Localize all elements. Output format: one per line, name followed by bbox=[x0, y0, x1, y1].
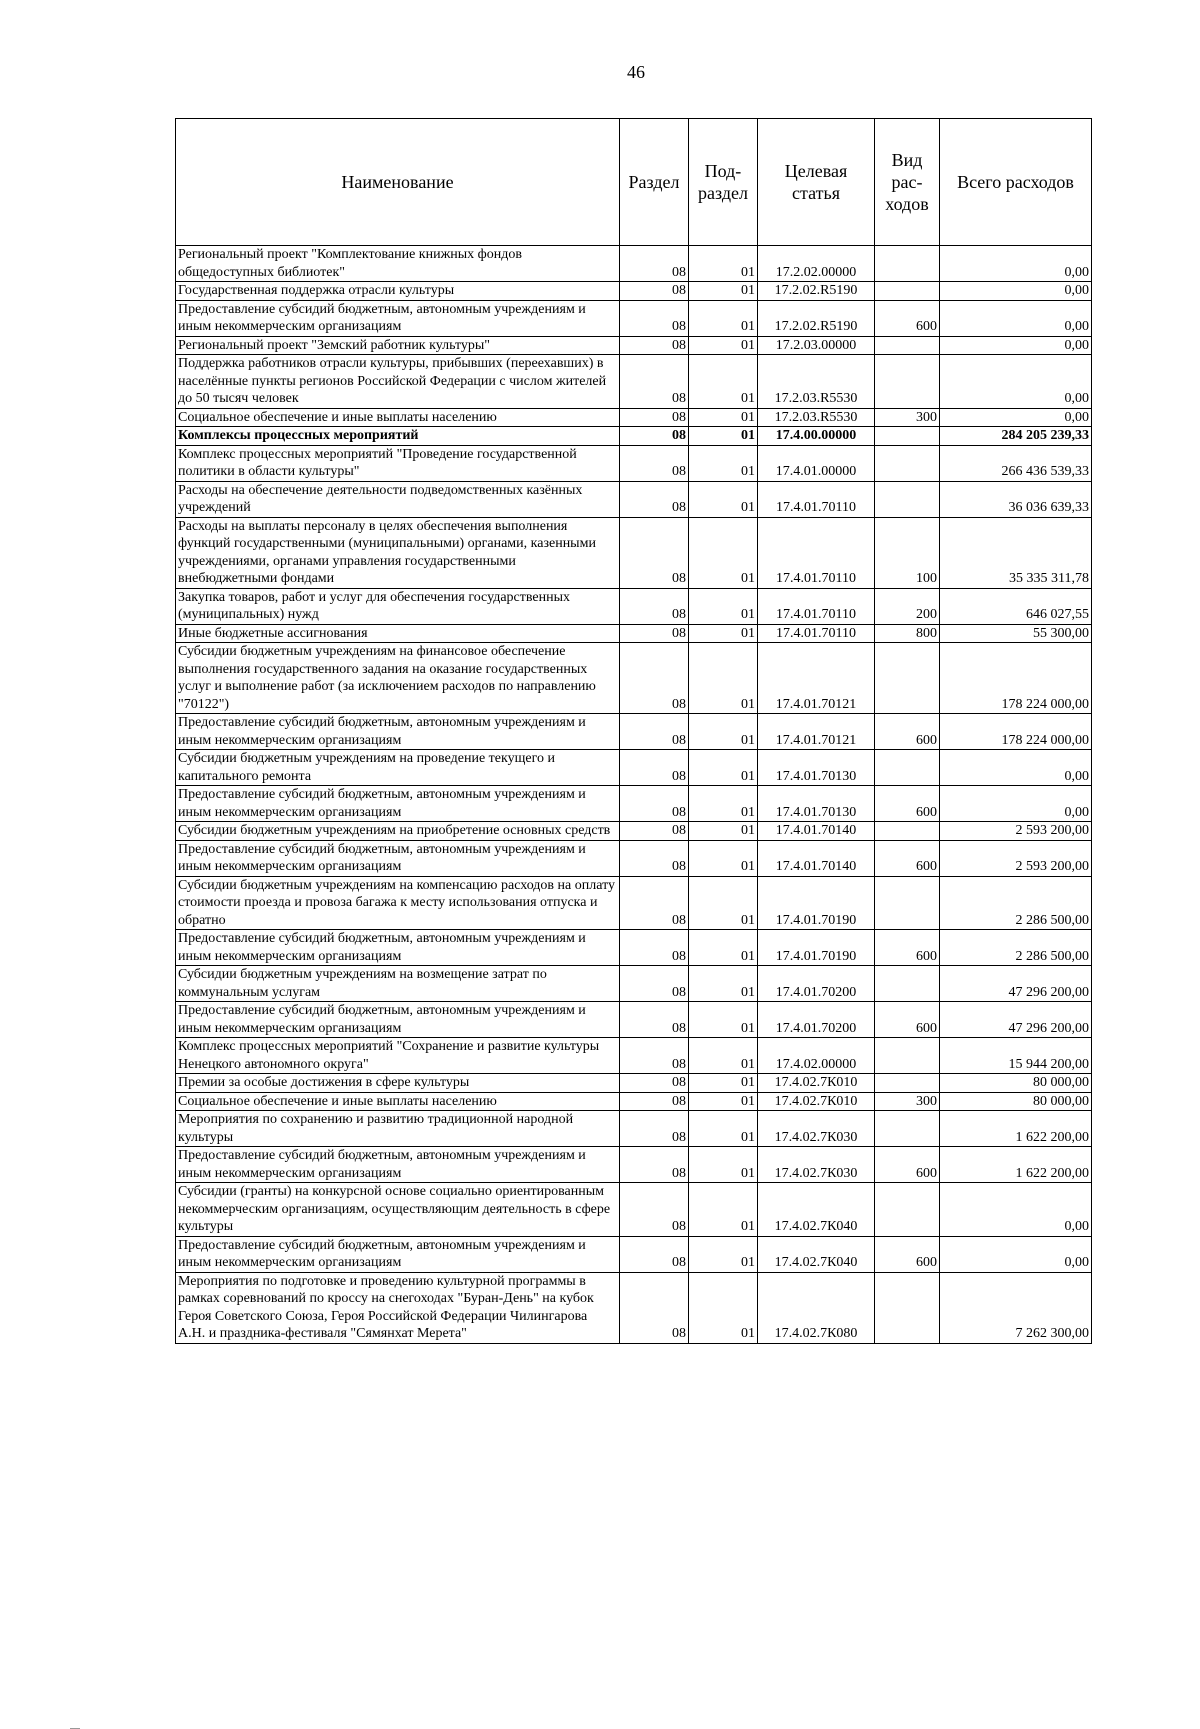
cell-total: 1 622 200,00 bbox=[940, 1111, 1092, 1147]
cell-name: Предоставление субсидий бюджетным, автономным учреждениям и иным некоммерческим организациям bbox=[176, 930, 620, 966]
cell-name: Социальное обеспечение и иные выплаты населению bbox=[176, 408, 620, 427]
table-row bbox=[176, 1074, 1092, 1093]
cell-subsection: 01 bbox=[689, 1147, 758, 1183]
cell-section: 08 bbox=[620, 822, 689, 841]
cell-target: 17.4.01.70190 bbox=[758, 930, 875, 966]
cell-name: Комплекс процессных мероприятий "Проведение государственной политики в области культуры" bbox=[176, 445, 620, 481]
cell-target: 17.2.03.R5530 bbox=[758, 355, 875, 409]
cell-subsection: 01 bbox=[689, 750, 758, 786]
cell-section: 08 bbox=[620, 1183, 689, 1237]
cell-type: 100 bbox=[875, 517, 940, 588]
cell-target: 17.4.02.7К040 bbox=[758, 1236, 875, 1272]
cell-type bbox=[875, 336, 940, 355]
cell-target: 17.2.02.00000 bbox=[758, 246, 875, 282]
cell-type: 600 bbox=[875, 840, 940, 876]
cell-subsection: 01 bbox=[689, 643, 758, 714]
table-row bbox=[176, 300, 1092, 336]
cell-section: 08 bbox=[620, 336, 689, 355]
cell-target: 17.4.01.70190 bbox=[758, 876, 875, 930]
cell-name: Субсидии бюджетным учреждениям на компенсацию расходов на оплату стоимости проезда и провоза багажа к месту использования отпуска и обратно bbox=[176, 876, 620, 930]
cell-section: 08 bbox=[620, 300, 689, 336]
cell-target: 17.4.01.70140 bbox=[758, 822, 875, 841]
table-row bbox=[176, 1183, 1092, 1237]
header-target: Целевая статья bbox=[758, 119, 875, 246]
cell-subsection: 01 bbox=[689, 1111, 758, 1147]
cell-name: Премии за особые достижения в сфере культуры bbox=[176, 1074, 620, 1093]
cell-type bbox=[875, 481, 940, 517]
cell-section: 08 bbox=[620, 1111, 689, 1147]
cell-target: 17.4.01.70110 bbox=[758, 517, 875, 588]
table-row bbox=[176, 1236, 1092, 1272]
cell-section: 08 bbox=[620, 408, 689, 427]
cell-name: Субсидии (гранты) на конкурсной основе социально ориентированным некоммерческим организациям, осуществляющим деятельность в сфере культуры bbox=[176, 1183, 620, 1237]
cell-section: 08 bbox=[620, 840, 689, 876]
header-name: Наименование bbox=[176, 119, 620, 246]
cell-type bbox=[875, 1272, 940, 1343]
cell-subsection: 01 bbox=[689, 714, 758, 750]
table-body bbox=[176, 246, 1092, 1344]
cell-section: 08 bbox=[620, 876, 689, 930]
cell-total: 0,00 bbox=[940, 786, 1092, 822]
table-row bbox=[176, 588, 1092, 624]
table-row bbox=[176, 930, 1092, 966]
cell-total: 0,00 bbox=[940, 408, 1092, 427]
cell-type bbox=[875, 1183, 940, 1237]
cell-target: 17.4.02.00000 bbox=[758, 1038, 875, 1074]
table-row bbox=[176, 840, 1092, 876]
table-row bbox=[176, 1092, 1092, 1111]
cell-name: Предоставление субсидий бюджетным, автономным учреждениям и иным некоммерческим организациям bbox=[176, 1147, 620, 1183]
cell-subsection: 01 bbox=[689, 1038, 758, 1074]
cell-total: 0,00 bbox=[940, 282, 1092, 301]
cell-subsection: 01 bbox=[689, 930, 758, 966]
cell-name: Предоставление субсидий бюджетным, автономным учреждениям и иным некоммерческим организациям bbox=[176, 840, 620, 876]
cell-total: 1 622 200,00 bbox=[940, 1147, 1092, 1183]
cell-target: 17.2.02.R5190 bbox=[758, 300, 875, 336]
table-row bbox=[176, 517, 1092, 588]
cell-total: 0,00 bbox=[940, 300, 1092, 336]
cell-type bbox=[875, 1074, 940, 1093]
cell-subsection: 01 bbox=[689, 822, 758, 841]
cell-section: 08 bbox=[620, 1074, 689, 1093]
cell-subsection: 01 bbox=[689, 624, 758, 643]
table-row bbox=[176, 624, 1092, 643]
cell-type: 300 bbox=[875, 1092, 940, 1111]
cell-total: 36 036 639,33 bbox=[940, 481, 1092, 517]
header-section: Раздел bbox=[620, 119, 689, 246]
table-row bbox=[176, 481, 1092, 517]
cell-section: 08 bbox=[620, 588, 689, 624]
cell-name: Закупка товаров, работ и услуг для обеспечения государственных (муниципальных) нужд bbox=[176, 588, 620, 624]
cell-name: Социальное обеспечение и иные выплаты населению bbox=[176, 1092, 620, 1111]
table-row bbox=[176, 876, 1092, 930]
cell-type: 300 bbox=[875, 408, 940, 427]
cell-subsection: 01 bbox=[689, 336, 758, 355]
header-subsection: Под- раздел bbox=[689, 119, 758, 246]
cell-total: 80 000,00 bbox=[940, 1092, 1092, 1111]
cell-name: Иные бюджетные ассигнования bbox=[176, 624, 620, 643]
cell-type bbox=[875, 246, 940, 282]
cell-name: Комплекс процессных мероприятий "Сохранение и развитие культуры Ненецкого автономного округа" bbox=[176, 1038, 620, 1074]
cell-total: 15 944 200,00 bbox=[940, 1038, 1092, 1074]
cell-subsection: 01 bbox=[689, 1002, 758, 1038]
cell-total: 55 300,00 bbox=[940, 624, 1092, 643]
cell-type: 600 bbox=[875, 714, 940, 750]
cell-total: 80 000,00 bbox=[940, 1074, 1092, 1093]
cell-total: 7 262 300,00 bbox=[940, 1272, 1092, 1343]
cell-name: Региональный проект "Комплектование книжных фондов общедоступных библиотек" bbox=[176, 246, 620, 282]
cell-section: 08 bbox=[620, 1002, 689, 1038]
table-row bbox=[176, 966, 1092, 1002]
cell-type: 600 bbox=[875, 1147, 940, 1183]
table-header-row bbox=[176, 119, 1092, 246]
cell-subsection: 01 bbox=[689, 445, 758, 481]
cell-type bbox=[875, 643, 940, 714]
cell-section: 08 bbox=[620, 1272, 689, 1343]
cell-subsection: 01 bbox=[689, 588, 758, 624]
cell-total: 646 027,55 bbox=[940, 588, 1092, 624]
cell-total: 0,00 bbox=[940, 355, 1092, 409]
table-row bbox=[176, 786, 1092, 822]
cell-section: 08 bbox=[620, 246, 689, 282]
cell-target: 17.4.01.70140 bbox=[758, 840, 875, 876]
cell-section: 08 bbox=[620, 786, 689, 822]
cell-subsection: 01 bbox=[689, 1236, 758, 1272]
table-row bbox=[176, 1272, 1092, 1343]
cell-target: 17.4.02.7К080 bbox=[758, 1272, 875, 1343]
table-row bbox=[176, 282, 1092, 301]
cell-target: 17.4.01.70130 bbox=[758, 786, 875, 822]
cell-subsection: 01 bbox=[689, 840, 758, 876]
cell-type bbox=[875, 750, 940, 786]
cell-name: Комплексы процессных мероприятий bbox=[176, 427, 620, 446]
budget-table bbox=[175, 118, 1092, 1344]
cell-total: 178 224 000,00 bbox=[940, 714, 1092, 750]
cell-subsection: 01 bbox=[689, 517, 758, 588]
cell-name: Предоставление субсидий бюджетным, автономным учреждениям и иным некоммерческим организациям bbox=[176, 786, 620, 822]
cell-name: Предоставление субсидий бюджетным, автономным учреждениям и иным некоммерческим организациям bbox=[176, 1002, 620, 1038]
cell-type: 800 bbox=[875, 624, 940, 643]
cell-subsection: 01 bbox=[689, 876, 758, 930]
cell-target: 17.4.01.70130 bbox=[758, 750, 875, 786]
cell-type bbox=[875, 1111, 940, 1147]
cell-type: 600 bbox=[875, 930, 940, 966]
cell-target: 17.2.03.R5530 bbox=[758, 408, 875, 427]
cell-total: 0,00 bbox=[940, 1236, 1092, 1272]
page-number: 46 bbox=[627, 62, 645, 82]
cell-type: 200 bbox=[875, 588, 940, 624]
cell-name: Государственная поддержка отрасли культуры bbox=[176, 282, 620, 301]
cell-subsection: 01 bbox=[689, 1183, 758, 1237]
header-type: Вид рас- ходов bbox=[875, 119, 940, 246]
cell-subsection: 01 bbox=[689, 1074, 758, 1093]
cell-type: 600 bbox=[875, 1002, 940, 1038]
table-row bbox=[176, 1111, 1092, 1147]
cell-target: 17.2.02.R5190 bbox=[758, 282, 875, 301]
table-row bbox=[176, 750, 1092, 786]
cell-target: 17.4.02.7К030 bbox=[758, 1147, 875, 1183]
table-row bbox=[176, 336, 1092, 355]
cell-name: Поддержка работников отрасли культуры, прибывших (переехавших) в населённые пункты регионов Российской Федерации с числом жителей до 50 тысяч человек bbox=[176, 355, 620, 409]
header-total: Всего расходов bbox=[940, 119, 1092, 246]
table-row bbox=[176, 246, 1092, 282]
table-row bbox=[176, 643, 1092, 714]
cell-name: Субсидии бюджетным учреждениям на приобретение основных средств bbox=[176, 822, 620, 841]
cell-name: Субсидии бюджетным учреждениям на возмещение затрат по коммунальным услугам bbox=[176, 966, 620, 1002]
cell-target: 17.4.01.70110 bbox=[758, 481, 875, 517]
cell-type bbox=[875, 966, 940, 1002]
cell-name: Расходы на выплаты персоналу в целях обеспечения выполнения функций государственными (муниципальными) органами, казенными учреждениями, органами управления государственными внебюджетными фондами bbox=[176, 517, 620, 588]
cell-total: 47 296 200,00 bbox=[940, 1002, 1092, 1038]
cell-total: 0,00 bbox=[940, 1183, 1092, 1237]
cell-type: 600 bbox=[875, 1236, 940, 1272]
cell-total: 2 593 200,00 bbox=[940, 840, 1092, 876]
cell-section: 08 bbox=[620, 1092, 689, 1111]
cell-subsection: 01 bbox=[689, 408, 758, 427]
cell-target: 17.4.01.00000 bbox=[758, 445, 875, 481]
table-row bbox=[176, 1038, 1092, 1074]
table-row bbox=[176, 714, 1092, 750]
cell-subsection: 01 bbox=[689, 786, 758, 822]
cell-total: 284 205 239,33 bbox=[940, 427, 1092, 446]
cell-type bbox=[875, 355, 940, 409]
cell-name: Предоставление субсидий бюджетным, автономным учреждениям и иным некоммерческим организациям bbox=[176, 1236, 620, 1272]
cell-section: 08 bbox=[620, 966, 689, 1002]
table-row bbox=[176, 445, 1092, 481]
cell-section: 08 bbox=[620, 714, 689, 750]
table-row bbox=[176, 1147, 1092, 1183]
cell-subsection: 01 bbox=[689, 1092, 758, 1111]
cell-type: 600 bbox=[875, 300, 940, 336]
cell-subsection: 01 bbox=[689, 966, 758, 1002]
cell-target: 17.4.02.7К010 bbox=[758, 1092, 875, 1111]
cell-section: 08 bbox=[620, 1147, 689, 1183]
cell-target: 17.4.02.7К030 bbox=[758, 1111, 875, 1147]
cell-total: 2 286 500,00 bbox=[940, 876, 1092, 930]
cell-section: 08 bbox=[620, 624, 689, 643]
cell-target: 17.4.02.7К040 bbox=[758, 1183, 875, 1237]
cell-target: 17.4.00.00000 bbox=[758, 427, 875, 446]
cell-target: 17.4.02.7К010 bbox=[758, 1074, 875, 1093]
cell-subsection: 01 bbox=[689, 427, 758, 446]
cell-subsection: 01 bbox=[689, 282, 758, 301]
cell-total: 47 296 200,00 bbox=[940, 966, 1092, 1002]
cell-subsection: 01 bbox=[689, 246, 758, 282]
cell-target: 17.2.03.00000 bbox=[758, 336, 875, 355]
cell-name: Предоставление субсидий бюджетным, автономным учреждениям и иным некоммерческим организациям bbox=[176, 300, 620, 336]
cell-section: 08 bbox=[620, 750, 689, 786]
cell-type bbox=[875, 445, 940, 481]
cell-section: 08 bbox=[620, 445, 689, 481]
cell-name: Субсидии бюджетным учреждениям на проведение текущего и капитального ремонта bbox=[176, 750, 620, 786]
cell-name: Мероприятия по подготовке и проведению культурной программы в рамках соревнований по кроссу на снегоходах "Буран-День" на кубок Героя Советского Союза, Героя Российской Федерации Чилингарова А.Н. и праздника-фестиваля "Сямянхат Мерета" bbox=[176, 1272, 620, 1343]
cell-target: 17.4.01.70110 bbox=[758, 624, 875, 643]
cell-section: 08 bbox=[620, 355, 689, 409]
cell-name: Расходы на обеспечение деятельности подведомственных казённых учреждений bbox=[176, 481, 620, 517]
cell-target: 17.4.01.70110 bbox=[758, 588, 875, 624]
table-row bbox=[176, 822, 1092, 841]
table-row bbox=[176, 1002, 1092, 1038]
cell-target: 17.4.01.70200 bbox=[758, 966, 875, 1002]
cell-type: 600 bbox=[875, 786, 940, 822]
cell-subsection: 01 bbox=[689, 300, 758, 336]
cell-name: Субсидии бюджетным учреждениям на финансовое обеспечение выполнения государственного задания на оказание государственных услуг и выполнение работ (за исключением расходов по направлению "70122") bbox=[176, 643, 620, 714]
cell-name: Мероприятия по сохранению и развитию традиционной народной культуры bbox=[176, 1111, 620, 1147]
cell-section: 08 bbox=[620, 282, 689, 301]
cell-total: 266 436 539,33 bbox=[940, 445, 1092, 481]
cell-section: 08 bbox=[620, 1038, 689, 1074]
cell-subsection: 01 bbox=[689, 481, 758, 517]
cell-section: 08 bbox=[620, 481, 689, 517]
cell-total: 0,00 bbox=[940, 336, 1092, 355]
cell-type bbox=[875, 822, 940, 841]
table-row bbox=[176, 355, 1092, 409]
cell-target: 17.4.01.70121 bbox=[758, 714, 875, 750]
cell-subsection: 01 bbox=[689, 355, 758, 409]
cell-total: 0,00 bbox=[940, 246, 1092, 282]
cell-section: 08 bbox=[620, 643, 689, 714]
cell-section: 08 bbox=[620, 517, 689, 588]
cell-total: 2 593 200,00 bbox=[940, 822, 1092, 841]
cell-section: 08 bbox=[620, 1236, 689, 1272]
cell-subsection: 01 bbox=[689, 1272, 758, 1343]
table-row bbox=[176, 408, 1092, 427]
cell-type bbox=[875, 427, 940, 446]
cell-total: 178 224 000,00 bbox=[940, 643, 1092, 714]
cell-target: 17.4.01.70121 bbox=[758, 643, 875, 714]
cell-section: 08 bbox=[620, 930, 689, 966]
table-row bbox=[176, 427, 1092, 446]
cell-section: 08 bbox=[620, 427, 689, 446]
cell-name: Предоставление субсидий бюджетным, автономным учреждениям и иным некоммерческим организациям bbox=[176, 714, 620, 750]
cell-type bbox=[875, 876, 940, 930]
cell-total: 2 286 500,00 bbox=[940, 930, 1092, 966]
cell-type bbox=[875, 282, 940, 301]
cell-type bbox=[875, 1038, 940, 1074]
cell-name: Региональный проект "Земский работник культуры" bbox=[176, 336, 620, 355]
cell-total: 0,00 bbox=[940, 750, 1092, 786]
cell-target: 17.4.01.70200 bbox=[758, 1002, 875, 1038]
cell-total: 35 335 311,78 bbox=[940, 517, 1092, 588]
